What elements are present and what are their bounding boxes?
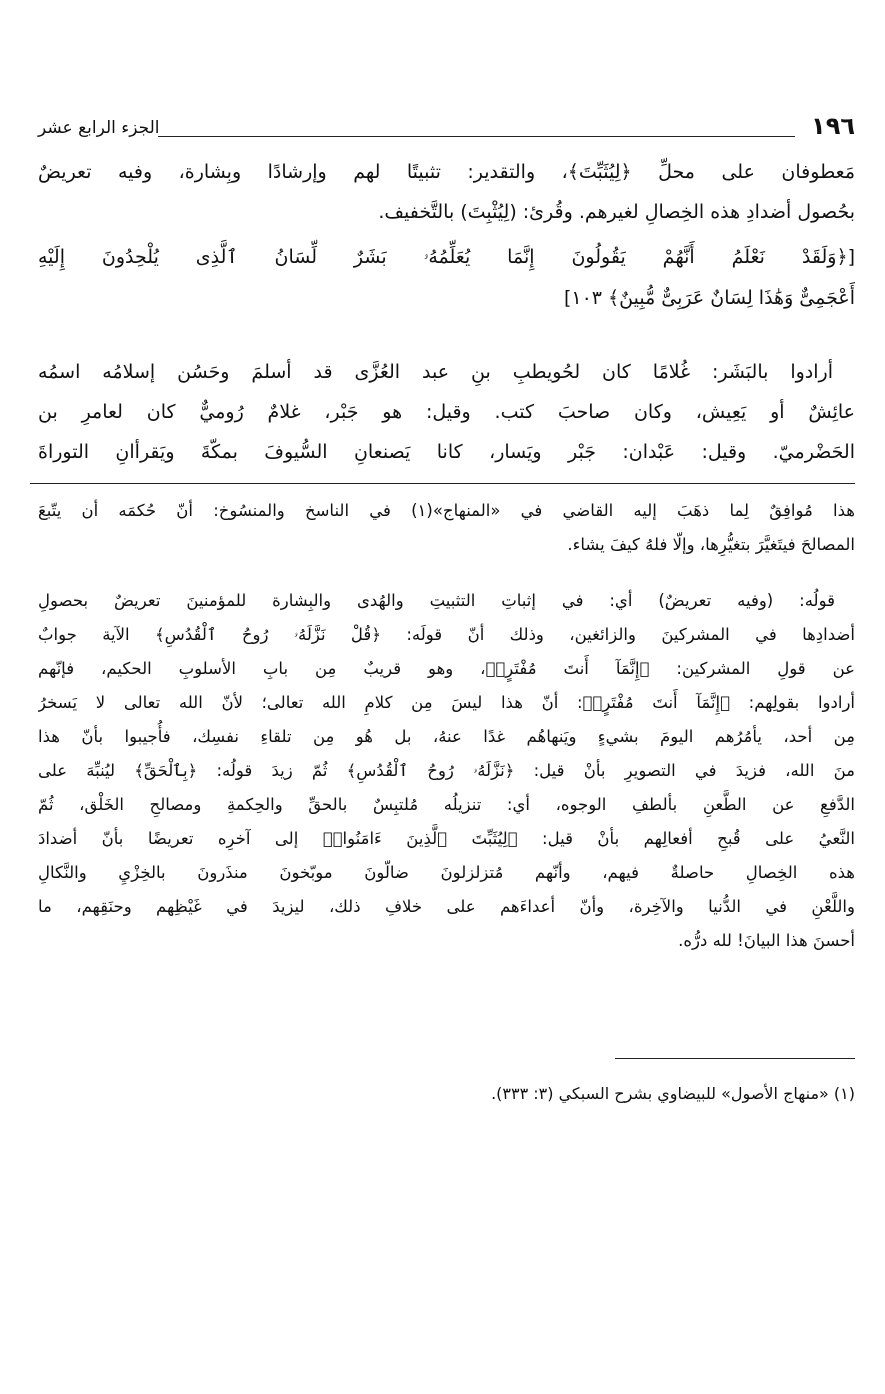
- footnote: (١) «منهاج الأصول» للبيضاوي بشرح السبكي (٣: ٣٣٣).: [491, 1084, 855, 1103]
- text-line: منَ الله، فزيدَ في التصويرِ بأنْ قيل: ﴿نَزَّلَهُۥ رُوحُ ٱلْقُدُسِ﴾ ثُمّ زيدَ قولُه: ﴿بِٱلْحَقِّ﴾ ليُنبِّهَ على: [38, 761, 855, 780]
- text-line: قولُه: (وفيه تعريضٌ) أي: في إثباتِ التثبيتِ والهُدى والبِشارة للمؤمنينَ تعريضٌ بحصولِ: [38, 591, 835, 610]
- text-line: الدَّفعِ عن الطَّعنِ بألطفِ الوجوه، أي: تنزيلُه مُلتبِسٌ بالحقِّ والحِكمةِ ومصالحِ الخَلْق، ثُمّ: [38, 795, 855, 814]
- text-line: مَعطوفان على محلِّ ﴿لِيُثَبِّتَ﴾، والتقدير: تثبيتًا لهم وإرشادًا وبِشارة، وفيه تعريضٌ: [38, 161, 855, 183]
- commentary-separator: [30, 483, 855, 484]
- text-line: واللَّعْنِ في الدُّنيا والآخِرة، وأنّ أعداءَهم على خلافِ ذلك، ليزيدَ في غَيْظِهم وحنَقِهم، ما: [38, 897, 855, 916]
- page-number: ١٩٦: [811, 112, 855, 140]
- text-line: عائِشٌ أو يَعِيش، وكان صاحبَ كتب. وقيل: هو جَبْر، غلامٌ رُوميٌّ كان لعامرِ بن: [38, 401, 855, 423]
- verse-line: [﴿وَلَقَدْ نَعْلَمُ أَنَّهُمْ يَقُولُونَ إِنَّمَا يُعَلِّمُهُۥ بَشَرٌ لِّسَانُ ٱلَّذِى يُلْحِدُونَ إِلَيْهِ: [38, 246, 855, 268]
- commentary-paragraph-2: [38, 584, 855, 958]
- main-paragraph-2: [38, 352, 855, 472]
- text-line: هذا مُوافِقٌ لِما ذهَبَ إليه القاضي في «المنهاج»(١) في الناسخ والمنسُوخ: أنّ حُكمَه أن يتّبعَ: [38, 501, 855, 520]
- quran-verse: [38, 237, 855, 319]
- text-line: أرادوا بقولِهم: ﴿إِنَّمَآ أَنتَ مُفْتَرٍۭ﴾: أنّ هذا ليسَ مِن كلامِ الله تعالى؛ لأنّ الله تعالى لا يَسخرُ: [38, 693, 855, 712]
- text-line: أرادوا بالبَشَر: غُلامًا كان لحُويطبِ بنِ عبد العُزَّى قد أسلمَ وحَسُن إسلامُه اسمُه: [38, 361, 833, 383]
- text-line: أحسنَ هذا البيانَ! لله درُّه.: [678, 931, 855, 950]
- text-line: النَّعيُ على قُبحِ أفعالِهم بأنْ قيل: ﴿لِيُثَبِّتَ ٱلَّذِينَ ءَامَنُوا۟﴾ إلى آخرِه تعريضًا بأنّ أضدادَ: [38, 829, 855, 848]
- text-line: أضدادِها في المشركينَ والزائغين، وذلك أنّ قولَه: ﴿قُلْ نَزَّلَهُۥ رُوحُ ٱلْقُدُسِ﴾ الآية جوابٌ: [38, 625, 855, 644]
- text-line: مِن أحد، يأمُرُهم اليومَ بشيءٍ ويَنهاهُم غدًا عنهُ، بل هُو مِن تلقاءِ نفسِك، فأُجيبوا بأنّ هذا: [38, 727, 855, 746]
- commentary-paragraph-1: [38, 494, 855, 562]
- header-rule: [158, 136, 795, 137]
- main-paragraph-1: [38, 152, 855, 232]
- running-title: الجزء الرابع عشر: [38, 118, 160, 138]
- page-header: [38, 112, 855, 146]
- footnote-separator: [615, 1058, 855, 1059]
- text-line: بحُصول أضدادِ هذه الخِصالِ لغيرهم. وقُرئ: (لِيُثْبِتَ) بالتَّخفيف.: [378, 201, 855, 223]
- text-line: المصالحَ فيتَغيَّرَ بتغيُّرِها، وإلّا فلهُ كيفَ يشاء.: [567, 535, 855, 554]
- text-line: عن قولِ المشركين: ﴿إِنَّمَآ أَنتَ مُفْتَرٍۭ﴾، وهو قريبٌ مِن بابِ الأسلوبِ الحكيم، فإنّهم: [38, 659, 855, 678]
- text-line: هذه الخِصالِ حاصلةٌ فيهم، وأنّهم مُتزلزلونَ ضالّونَ موبّخونَ منذَرونَ بالخِزْيِ والنَّكالِ: [38, 863, 855, 882]
- verse-line: أَعْجَمِىٌّ وَهَٰذَا لِسَانٌ عَرَبِىٌّ مُّبِينٌ﴾ ١٠٣]: [563, 287, 855, 309]
- text-line: الحَضْرميّ. وقيل: عَبْدان: جَبْر ويَسار، كانا يَصنعانِ السُّيوفَ بمكّةَ ويَقرأانِ التوراةَ: [38, 441, 855, 463]
